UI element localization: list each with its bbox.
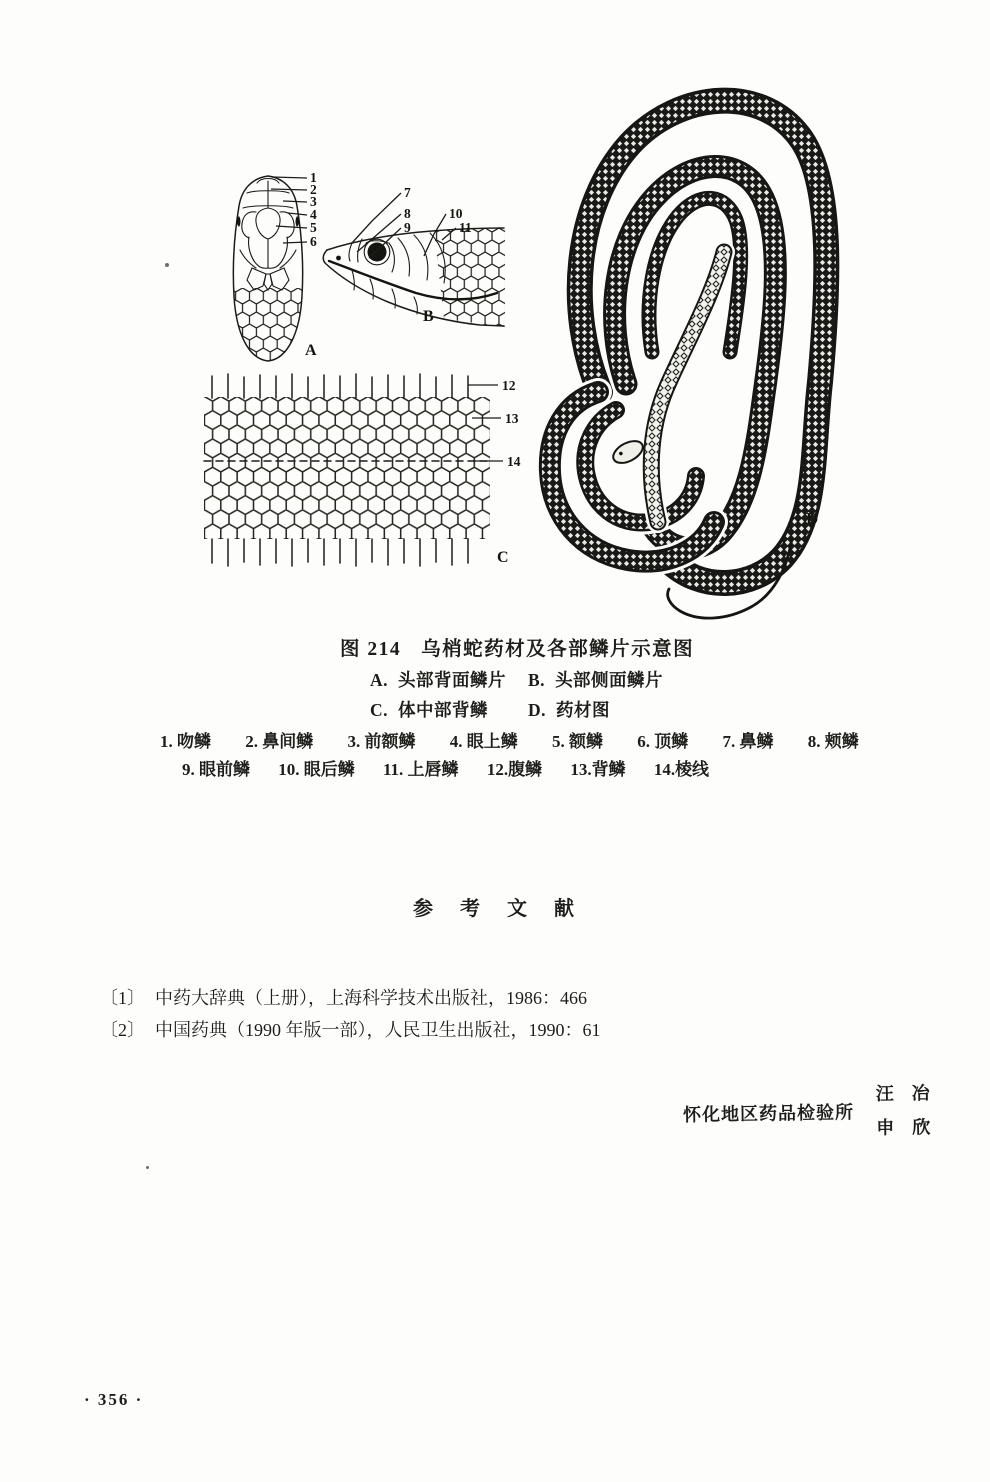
ventral-ticks-bottom [212,539,468,566]
scale-label-2: 2 [310,182,317,197]
legend-item-13: 13.背鳞 [570,760,626,779]
diagram-letter-a: A [305,342,317,359]
subcaption-text-d: 药材图 [556,700,611,720]
attribution-author-1: 汪 冶 [875,1083,930,1104]
scale-label-13: 13 [505,411,519,426]
scale-label-3: 3 [310,194,317,209]
scale-label-9: 9 [404,220,411,235]
figure-number: 图 214 [340,639,402,660]
legend-item-12: 12.腹鳞 [486,760,543,779]
reference-text: 中药大辞典（上册），上海科学技术出版社，1986：466 [155,988,587,1008]
figure-legend-row-1 [160,727,859,752]
scale-label-12: 12 [502,378,516,393]
attribution-institution: 怀化地区药品检验所 [682,1102,855,1126]
diagram-head-lateral [323,185,510,330]
figure-legend-row-2 [182,755,709,780]
subcaption-key-d: D. [528,700,547,720]
ventral-ticks-top [212,374,468,398]
legend-item-8: 8. 颊鳞 [807,732,859,751]
head-dorsal-scale-lines [240,179,296,291]
reference-index: 〔2〕 [100,1020,145,1040]
nostril [336,256,341,261]
scale-label-10: 10 [449,206,463,221]
diagram-head-dorsal [233,170,317,362]
subcaption-row-ab [370,667,506,692]
legend-item-11: 11. 上唇鳞 [383,760,459,779]
scale-label-8: 8 [404,206,411,221]
subcaption-key-b: B. [528,670,546,690]
legend-item-10: 10. 眼后鳞 [278,760,355,779]
subcaption-b [528,667,663,692]
legend-item-6: 6. 顶鳞 [637,732,689,751]
scale-label-11: 11 [459,220,472,235]
diagram-letter-d: D [806,509,819,528]
dorsal-scale-mesh [204,397,490,539]
eye [368,243,387,262]
diagram-letter-c: C [497,549,509,566]
figure-caption [340,633,694,661]
scale-label-1: 1 [310,170,317,185]
attribution-author-2: 申 欣 [876,1117,931,1139]
legend-item-4: 4. 眼上鳞 [449,732,518,751]
attribution [683,1078,930,1146]
scale-label-14: 14 [507,454,521,469]
neck-scale-mesh [430,225,510,330]
subcaption-c [370,697,488,722]
subcaption-d [528,697,610,722]
references-heading: 参 考 文 献 [413,898,577,920]
reference-index: 〔1〕 [100,988,145,1008]
scale-label-5: 5 [310,220,317,235]
subcaption-key-a: A. [370,670,389,690]
scale-label-6: 6 [310,234,317,249]
page-number: · 356 · [84,1390,144,1409]
subcaption-text-c: 体中部背鳞 [398,700,489,720]
diagram-coiled-snake [550,101,827,618]
scale-label-4: 4 [310,207,317,222]
scan-speck [146,1166,149,1169]
diagram-letter-b: B [423,308,434,325]
legend-item-2: 2. 鼻间鳞 [245,732,314,751]
legend-item-14: 14.棱线 [653,760,710,779]
attribution-authors [875,1076,930,1145]
legend-item-1: 1. 吻鳞 [160,732,211,751]
diagram-body-scales [204,374,521,566]
figure-illustration [0,0,990,630]
reference-text: 中国药典（1990 年版一部），人民卫生出版社，1990：61 [155,1020,601,1040]
figure-title: 乌梢蛇药材及各部鳞片示意图 [421,639,695,660]
subcaption-key-c: C. [370,700,389,720]
legend-item-7: 7. 鼻鳞 [722,732,774,751]
legend-item-9: 9. 眼前鳞 [182,760,250,779]
head-dorsal-scale-mesh [234,288,302,362]
legend-item-3: 3. 前额鳞 [347,732,416,751]
scan-speck [165,263,169,267]
subcaption-text-b: 头部侧面鳞片 [555,670,664,690]
scale-label-7: 7 [404,185,411,200]
subcaption-text-a: 头部背面鳞片 [398,670,507,690]
legend-item-5: 5. 额鳞 [552,732,603,751]
